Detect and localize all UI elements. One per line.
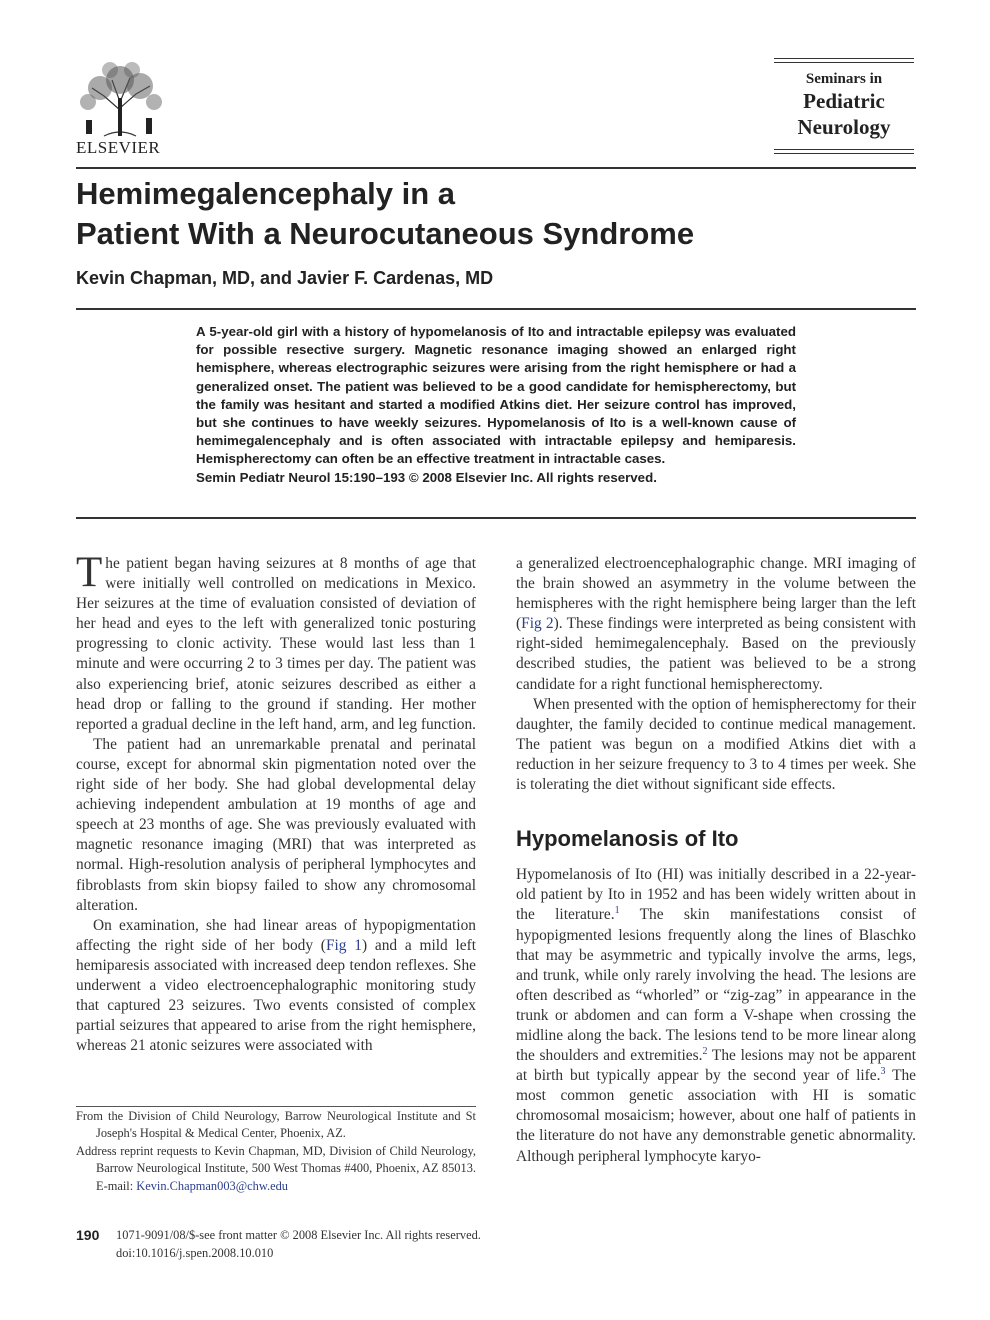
paragraph: The patient had an unremarkable prenatal and perinatal course, except for abnormal skin pigmentation noted over the right side of her body. She had global developmental delay achieving independent ambulation at 19 months of age and speech at 23 months of age. She was previously evaluated with magnetic resonance imaging (MRI) that was interpreted as normal. High-resolution analysis of peripheral lymphocytes and fibroblasts from skin biopsy failed to show any chromosomal alteration. [76,735,476,914]
masthead-rule-bottom [774,149,914,154]
paragraph [76,549,476,735]
paragraph-text: The most common genetic association with HI is somatic chromosomal mosaicism; however, about one half of patients in the literature do not have any demonstrable genetic abnormality. Although peripheral lymphocyte karyo- [516,1067,916,1165]
page-number: 190 [76,1227,100,1243]
paragraph-text: The lesions may not be apparent at birth but typically appear by the second year of life. [516,1047,916,1085]
journal-name-line3: Neurology [797,115,891,139]
citation: Semin Pediatr Neurol 15:190–193 © 2008 Elsevier Inc. All rights reserved. [196,469,657,485]
paragraph [516,554,916,695]
paragraph-text: Hypomelanosis of Ito (HI) was initially described in a 22-year-old patient by Ito in 1952 and has been widely written about in the literature. [516,866,916,924]
title-rule [76,167,916,169]
body-column-right [516,554,916,1167]
footnote-rule [76,1106,476,1107]
journal-masthead [774,58,914,154]
footnotes [76,1108,476,1195]
reference-link-2[interactable]: 2 [702,1045,708,1057]
journal-name-line2: Pediatric [803,89,885,113]
paragraph [76,916,476,1057]
paragraph-text: On examination, she had linear areas of hypopigmentation affecting the right side of her body ( [76,916,476,954]
paragraph-text: he patient began having seizures at 8 months of age that were initially well controlled on medications in Mexico. Her seizures at the time of evaluation consisted of deviation of her head and eyes to the left with generalized tonic posturing progressing to clonic activity. These would last less than 1 minute and were occurring 2 to 3 times per day. The patient was also experiencing brief, atonic seizures described as either a head drop or falling to the ground if standing. Her mother reported a gradual decline in the left hand, arm, and leg function. [76,555,476,733]
reference-link-3[interactable]: 3 [880,1066,886,1078]
publisher-name: ELSEVIER [76,138,161,157]
paragraph-text: ) and a mild left hemiparesis associated with increased deep tendon reflexes. She underwent a video electroencephalographic monitoring study that captured 23 seizures. Two events consisted of complex partial seizures that appeared to arise from the right hemisphere, whereas 21 atonic seizures were associated with [76,936,476,1055]
reprint-note [76,1143,476,1195]
affiliation-note: From the Division of Child Neurology, Barrow Neurological Institute and St Joseph's Hospital & Medical Center, Phoenix, AZ. [76,1109,476,1141]
email-link[interactable]: Kevin.Chapman003@chw.edu [136,1178,288,1193]
doi-line: doi:10.1016/j.spen.2008.10.010 [116,1245,274,1260]
title-line1: Hemimegalencephaly in a [76,176,456,211]
copyright-line: 1071-9091/08/$-see front matter © 2008 Elsevier Inc. All rights reserved. [116,1228,481,1242]
paragraph [516,865,916,1166]
author-list: Kevin Chapman, MD, and Javier F. Cardenas, MD [76,268,494,288]
abstract-rule-top [76,308,916,310]
paragraph-text: The skin manifestations consist of hypopigmented lesions frequently along the lines of Blaschko that may be asymmetric and typically involve the arms, legs, and trunk, while only rarely involving the head. The lesions are often described as “whorled” or “zig-zag” in appearance in the trunk or abdomen and can form a V-shape when crossing the midline along the back. The lesions tend to be more linear along the shoulders and extremities. [516,906,916,1065]
masthead-rule-top [774,58,914,63]
copyright-footer [116,1227,481,1262]
section-heading: Hypomelanosis of Ito [516,826,739,852]
title-line2: Patient With a Neurocutaneous Syndrome [76,216,695,251]
figure-link-fig1[interactable]: Fig 1 [325,936,362,954]
figure-link-fig2[interactable]: Fig 2 [521,615,554,633]
body-column-left [76,549,476,1056]
drop-cap: T [76,549,103,596]
reprint-text: Address reprint requests to Kevin Chapman, MD, Division of Child Neurology, Barrow Neurological Institute, 500 West Thomas #400, Phoenix, AZ 85013. E-mail: [76,1143,476,1193]
paragraph-text: ). These findings were interpreted as being consistent with right-sided hemimegalencephaly. Based on the previously described studies, the patient was believed to be a strong candidate for a right functional hemispherectomy. [516,615,916,693]
reference-link-1[interactable]: 1 [614,905,620,917]
paragraph: When presented with the option of hemispherectomy for their daughter, the family decided to continue medical management. The patient was begun on a modified Atkins diet with a reduction in her seizure frequency to 3 to 4 times per week. She is tolerating the diet without significant side effects. [516,695,916,794]
tree-icon [74,58,166,138]
abstract [196,323,796,487]
abstract-text: A 5-year-old girl with a history of hypomelanosis of Ito and intractable epilepsy was evaluated for possible resective surgery. Magnetic resonance imaging showed an enlarged right hemisphere, whereas electrographic seizures were arising from the right hemisphere or had a generalized onset. The patient was believed to be a good candidate for hemispherectomy, but the family was hesitant and started a modified Atkins diet. Her seizure control has improved, but she continues to have weekly seizures. Hypomelanosis of Ito is a well-known cause of hemimegalencephaly and is often associated with intractable epilepsy and hemiparesis. Hemispherectomy can often be an effective treatment in intractable cases. [196,324,796,467]
article-title [76,174,694,254]
abstract-rule-bottom [76,517,916,519]
paragraph-text: a generalized electroencephalographic change. MRI imaging of the brain showed an asymmetry in the volume between the hemispheres with the right hemisphere being larger than the left ( [516,555,916,633]
journal-name-line1: Seminars in [805,71,883,87]
